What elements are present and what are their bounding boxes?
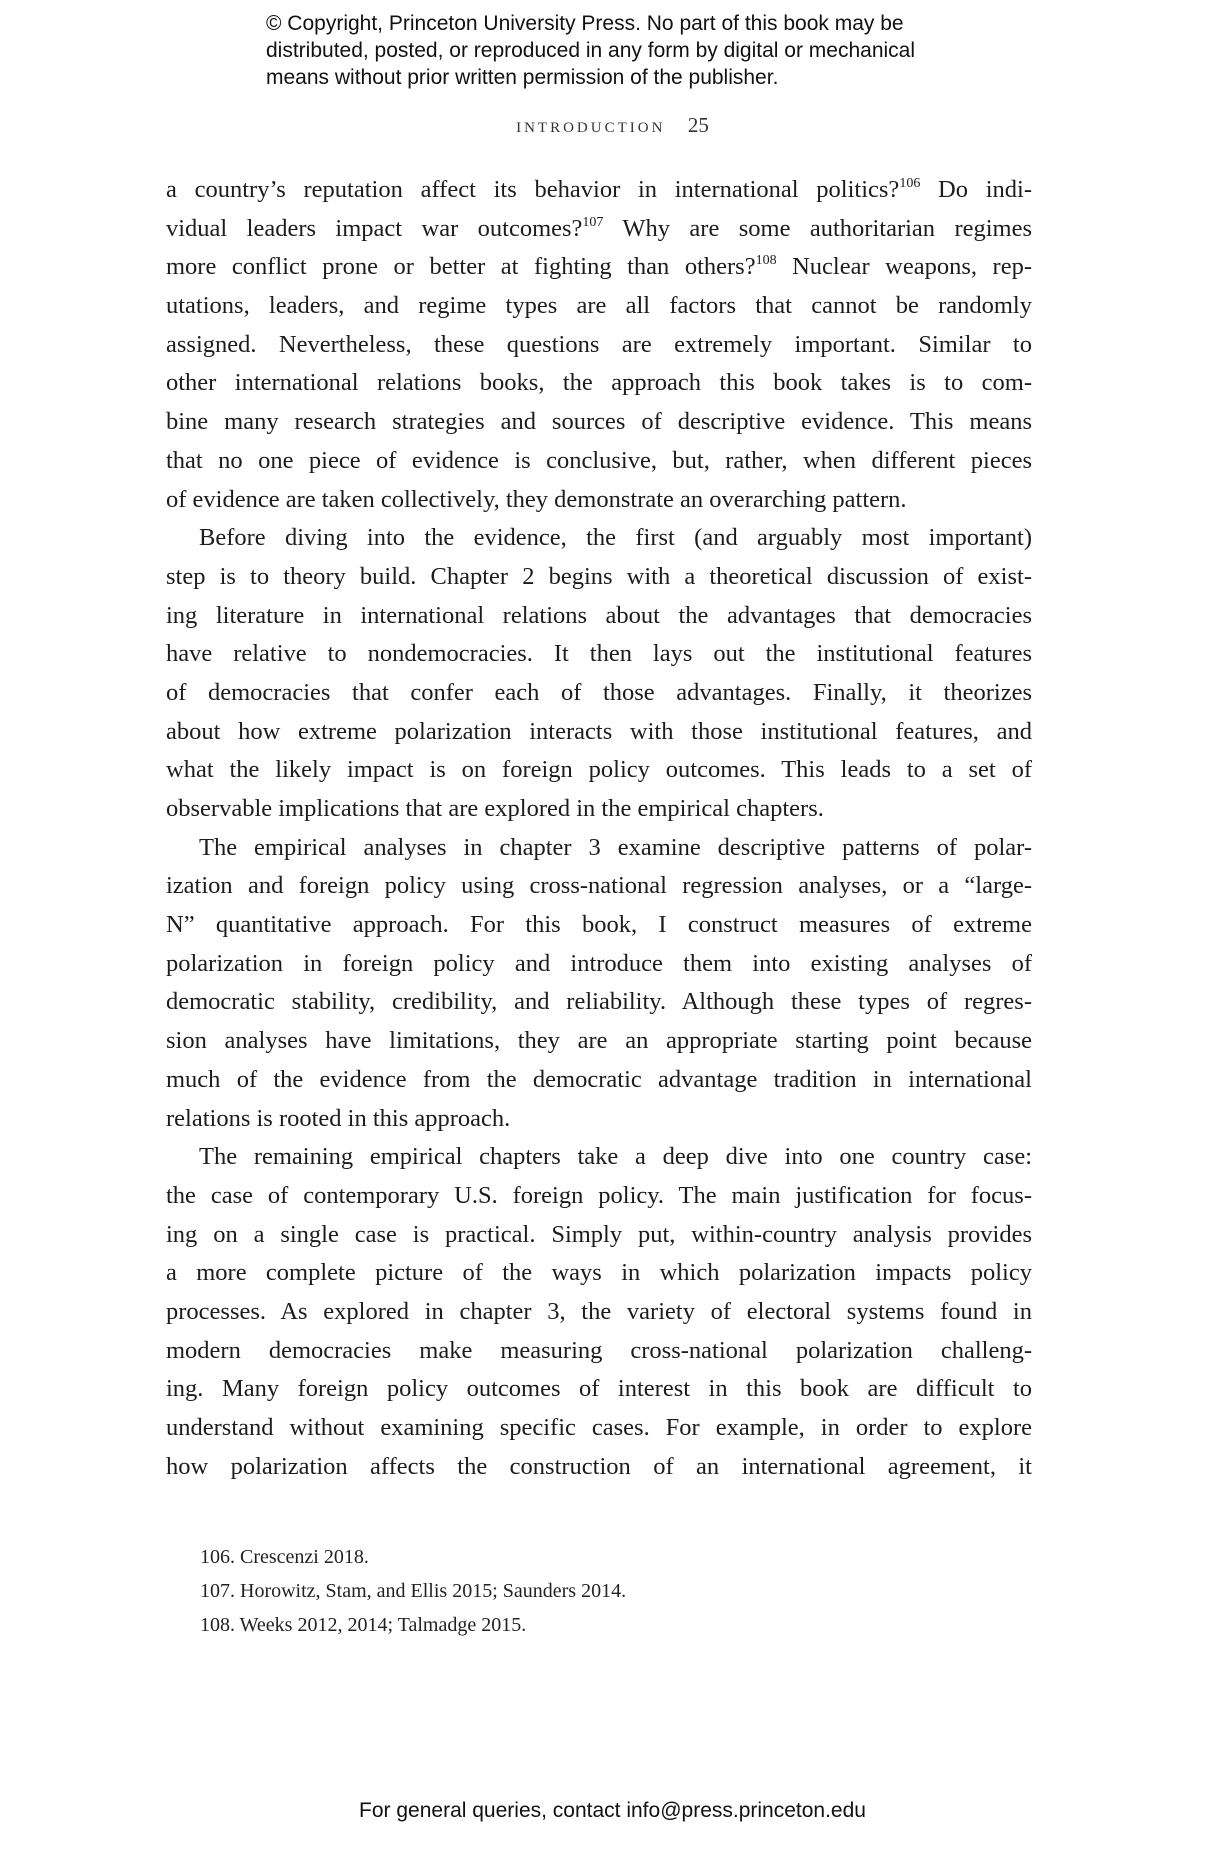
text-line [166,481,1032,520]
text-run: N” quantitative approach. For this book, I construct measures of extreme [166,911,1032,939]
text-run: Before diving into the evidence, the first (and arguably most important) [199,524,1032,552]
text-line [166,597,1032,636]
footnotes [200,1540,626,1642]
copyright-line: means without prior written permission of the publisher. [266,66,779,89]
text-line [166,403,1032,442]
text-run: bine many research strategies and sources of descriptive evidence. This means [166,408,1032,436]
footnote-reference[interactable]: 106 [899,176,921,191]
text-line [166,1177,1032,1216]
text-line [166,1332,1032,1371]
text-line [166,248,1032,287]
text-run: the case of contemporary U.S. foreign policy. The main justification for focus- [166,1181,1032,1209]
text-run: The empirical analyses in chapter 3 examine descriptive patterns of polar- [199,833,1032,861]
text-run: ization and foreign policy using cross-national regression analyses, or a “large- [166,872,1032,900]
page-number: 25 [687,113,709,137]
text-line [166,326,1032,365]
text-run: understand without examining specific cases. For example, in order to explore [166,1414,1032,1441]
footnote-107: 107. Horowitz, Stam, and Ellis 2015; Saunders 2014. [200,1580,627,1602]
text-line [166,1409,1032,1448]
text-run: modern democracies make measuring cross-national polarization challeng- [166,1336,1032,1364]
text-run: utations, leaders, and regime types are all factors that cannot be randomly [166,292,1032,320]
text-run: ing literature in international relations about the advantages that democracies [166,601,1032,629]
text-line [166,1370,1032,1409]
footnote-reference[interactable]: 107 [582,214,604,230]
text-run: processes. As explored in chapter 3, the variety of electoral systems found in [166,1297,1032,1325]
copyright-line: © Copyright, Princeton University Press. No part of this book may be [266,12,904,35]
text-run: a country’s reputation affect its behavior in international politics? [166,176,900,203]
text-line [166,751,1032,790]
text-run: vidual leaders impact war outcomes? [166,214,583,242]
text-run: ing on a single case is practical. Simply put, within-country analysis provides [166,1220,1032,1248]
text-run: Nuclear weapons, rep- [776,253,1032,281]
text-line [166,945,1032,984]
text-run: sion analyses have limitations, they are an appropriate starting point because [166,1027,1032,1055]
text-line [166,713,1032,752]
copyright-line: distributed, posted, or reproduced in any form by digital or mechanical [266,39,916,62]
text-run: what the likely impact is on foreign policy outcomes. This leads to a set of [166,756,1032,784]
text-line [166,519,1032,558]
text-run: assigned. Nevertheless, these questions are extremely important. Similar to [166,330,1032,358]
text-run: of evidence are taken collectively, they demonstrate an overarching pattern. [166,485,907,513]
text-run: ing. Many foreign policy outcomes of interest in this book are difficult to [166,1375,1032,1403]
running-head [0,112,1225,138]
text-line [166,210,1032,249]
text-line [166,1216,1032,1255]
text-run: much of the evidence from the democratic advantage tradition in international [166,1065,1032,1093]
text-run: relations is rooted in this approach. [166,1104,511,1132]
text-line [166,790,1032,829]
text-run: other international relations books, the approach this book takes is to com- [166,369,1032,397]
contact-footer: For general queries, contact info@press.princeton.edu [359,1799,866,1822]
text-line [166,442,1032,481]
footnote-108: 108. Weeks 2012, 2014; Talmadge 2015. [200,1614,527,1636]
text-run: of democracies that confer each of those advantages. Finally, it theorizes [166,678,1032,706]
text-run: that no one piece of evidence is conclusive, but, rather, when different pieces [166,446,1032,474]
copyright-notice [266,10,915,91]
text-line [166,558,1032,597]
text-run: how polarization affects the construction of an international agreement, it [166,1452,1032,1480]
footnote-106: 106. Crescenzi 2018. [200,1546,369,1568]
text-line [166,674,1032,713]
text-run: polarization in foreign policy and introduce them into existing analyses of [166,949,1032,977]
text-line [166,1448,1032,1487]
chapter-title: introduction [516,112,666,137]
text-line [166,287,1032,326]
text-run: Why are some authoritarian regimes [603,214,1032,242]
text-run: democratic stability, credibility, and reliability. Although these types of regres- [166,988,1032,1016]
text-line [166,635,1032,674]
footnote-reference[interactable]: 108 [755,253,777,269]
text-run: observable implications that are explored in the empirical chapters. [166,795,824,822]
text-line [166,906,1032,945]
text-line [166,1293,1032,1332]
text-run: The remaining empirical chapters take a deep dive into one country case: [199,1143,1032,1171]
text-run: about how extreme polarization interacts with those institutional features, and [166,717,1032,745]
text-run: step is to theory build. Chapter 2 begins with a theoretical discussion of exist- [166,562,1032,590]
text-line [166,829,1032,868]
text-run: have relative to nondemocracies. It then lays out the institutional features [166,640,1032,668]
text-line [166,1254,1032,1293]
text-line [166,364,1032,403]
text-run: Do indi- [920,176,1032,203]
text-line [166,1100,1032,1139]
text-line [166,1138,1032,1177]
text-line [166,1022,1032,1061]
text-run: a more complete picture of the ways in which polarization impacts policy [166,1259,1032,1287]
text-line [166,1061,1032,1100]
text-line [166,983,1032,1022]
text-run: more conflict prone or better at fighting than others? [166,253,756,281]
body-text [166,171,1032,1486]
text-line [166,171,1032,210]
text-line [166,867,1032,906]
